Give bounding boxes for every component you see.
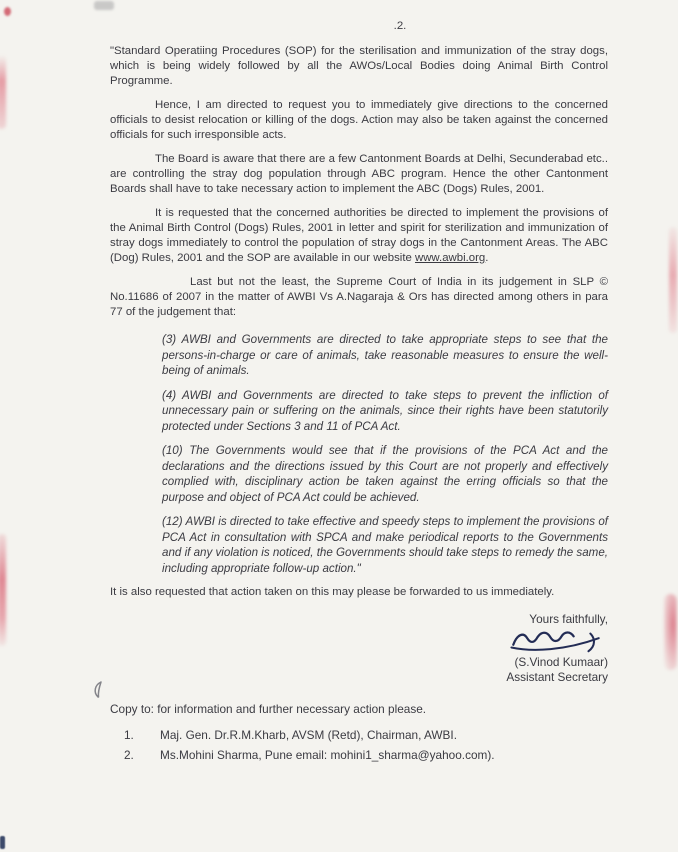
paragraph-supreme-court: Last but not the least, the Supreme Court of India in its judgement in SLP © No.11686 of 2007 in the matter of AWBI Vs A.Nagaraja & Ors has directed among others in para 77 of the judgement that:	[110, 276, 608, 318]
copy-to-list	[110, 727, 608, 763]
quote-para-12: (12) AWBI is directed to take effective and speedy steps to implement the provisions of PCA Act in consultation with SPCA and make periodical reports to the Governments and if any violation is noticed, the Governments should take steps to remedy the same, including appropriate follow-up action."	[162, 515, 608, 575]
signatory-title: Assistant Secretary	[506, 670, 608, 684]
request-forward-line: It is also requested that action taken on this may please be forwarded to us immediately.	[110, 586, 555, 598]
copy-to-item-text: Maj. Gen. Dr.R.M.Kharb, AVSM (Retd), Chairman, AWBI.	[160, 728, 457, 742]
valediction: Yours faithfully,	[529, 612, 608, 626]
quote-para-4: (4) AWBI and Governments are directed to take steps to prevent the infliction of unnecessary pain or suffering on the animals, since their rights have been statutorily protected under Sections 3 and 11 of PCA Act.	[162, 388, 608, 433]
scan-mark-bottom-left	[0, 836, 5, 849]
paragraph-implementation-tail: .	[485, 252, 489, 264]
letter-content	[110, 20, 608, 767]
signature-scribble	[508, 628, 604, 654]
paragraph-sop: "Standard Operatiing Procedures (SOP) for the sterilisation and immunization of the stray dogs, which is being widely followed by all the AWOs/Local Bodies doing Animal Birth Control Programme.	[110, 45, 608, 87]
closing-block	[110, 612, 608, 685]
quote-para-3: (3) AWBI and Governments are directed to take appropriate steps to see that the persons-in-charge or care of animals, take reasonable measures to ensure the well-being of animals.	[162, 333, 608, 377]
scan-smudge-right-upper	[669, 227, 677, 333]
paragraph-directions: Hence, I am directed to request you to immediately give directions to the concerned officials to desist relocation or killing of the dogs. Action may also be taken against the concerned officials for such irresponsible acts.	[110, 99, 608, 141]
scan-smudge-left-lower	[0, 534, 6, 646]
scan-smudge-right-lower	[664, 594, 677, 670]
copy-to-item-number: 1.	[124, 728, 134, 742]
copy-to-item	[110, 727, 608, 743]
copy-to-item-number: 2.	[124, 748, 134, 762]
margin-pen-mark	[90, 680, 104, 700]
page-number: .2.	[393, 20, 407, 32]
paragraph-implementation	[110, 206, 608, 266]
scan-smudge-left-upper	[0, 55, 6, 129]
scan-mark-top	[94, 1, 114, 10]
scan-smudge-top-left	[4, 7, 11, 16]
paragraph-implementation-text: It is requested that the concerned authorities be directed to implement the provisions of the Animal Birth Control (Dogs) Rules, 2001 in letter and spirit for sterilization and immunization of stray dogs immediately to control the population of stray dogs in the Cantonment Areas. The ABC (Dog) Rules, 2001 and the SOP are available in our website	[110, 207, 608, 264]
copy-to-item-text: Ms.Mohini Sharma, Pune email: mohini1_sharma@yahoo.com).	[160, 748, 495, 762]
website-link: www.awbi.org	[414, 252, 486, 264]
copy-to-heading: Copy to: for information and further necessary action please.	[110, 702, 427, 716]
copy-to-item	[110, 747, 608, 763]
signatory-name: (S.Vinod Kumaar)	[514, 655, 608, 669]
copy-to-section	[110, 701, 608, 763]
paragraph-cantonment-boards: The Board is aware that there are a few Cantonment Boards at Delhi, Secunderabad etc.. are controlling the stray dog population through ABC program. Hence the other Cantonment Boards shall have to take necessary action to implement the ABC (Dogs) Rules, 2001.	[110, 153, 608, 195]
quote-para-10: (10) The Governments would see that if the provisions of the PCA Act and the declarations and the directions issued by this Court are not properly and effectively complied with, disciplinary action be taken against the erring officials so that the purpose and object of PCA Act could be achieved.	[162, 444, 608, 504]
